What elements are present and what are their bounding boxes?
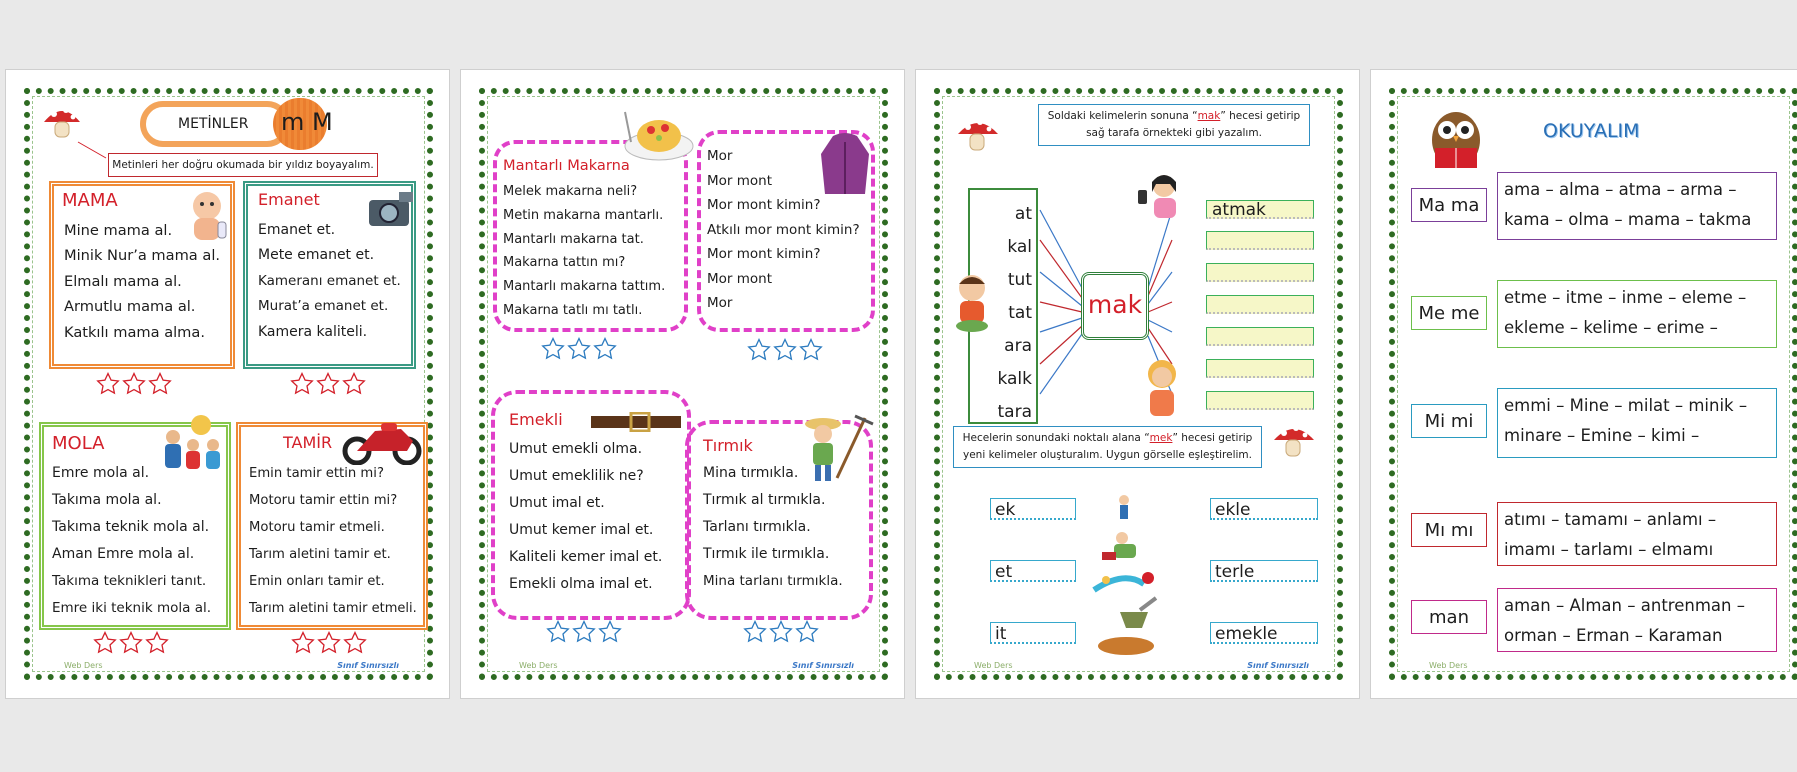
word: tut [1007,270,1032,290]
text-line: Emekli olma imal et. [509,576,653,592]
star-icon[interactable] [291,631,315,655]
word-box: emmi – Mine – milat – minik – minare – Emine – kimi – [1497,388,1777,458]
star-icon[interactable] [598,620,622,644]
star-icon[interactable] [593,337,617,361]
text-line: Mor mont [707,270,773,287]
syllable-label: Me me [1411,296,1487,330]
word-box: aman – Alman – antrenman – orman – Erman – Karaman [1497,588,1777,652]
pasta-plate-icon [621,106,695,164]
star-icon[interactable] [122,372,146,396]
letter-mark: m M [281,108,333,136]
kid-running-icon [1119,495,1129,519]
star-icon[interactable] [747,338,771,362]
text-line: Melek makarna neli? [503,184,638,199]
text-lines [503,180,665,323]
syllable-label: Ma ma [1411,188,1487,222]
text-line: Makarna tattın mı? [503,255,626,271]
star-icon[interactable] [316,372,340,396]
text-title: Mantarlı Makarna [503,157,630,174]
answer-line[interactable] [1206,263,1314,282]
text-line: Armutlu mama al. [64,298,196,316]
motorcycle-icon [341,415,425,465]
page-title: METİNLER [178,116,249,132]
farmer-rake-icon [793,412,875,484]
text-line: Tarım aletini tamir et. [249,547,391,562]
rating-stars[interactable] [546,620,622,644]
star-icon[interactable] [795,620,819,644]
word-list [997,198,1032,429]
rating-stars[interactable] [96,372,172,396]
rating-stars[interactable] [743,620,819,644]
syllable-blank[interactable]: ek [990,498,1076,520]
word: tara [997,402,1032,422]
mushroom-icon [1272,420,1316,460]
footer-signature: Sınıf Sınırsızlı [1247,661,1309,670]
footer-brand: Web Ders [974,661,1013,670]
answer-line[interactable] [1206,327,1314,346]
word: at [1014,204,1032,224]
text-line: Emin onları tamir et. [249,574,385,589]
text-box-mola [39,422,231,630]
text-box-tirmik [685,420,873,620]
bread-icon [1098,637,1154,655]
star-icon[interactable] [799,338,823,362]
star-icon[interactable] [96,372,120,396]
answer-line[interactable] [1206,231,1314,250]
rating-stars[interactable] [541,337,617,361]
text-line: Tarlanı tırmıkla. [703,519,811,535]
text-line: Takıma teknik mola al. [52,519,210,535]
star-icon[interactable] [343,631,367,655]
syllable-label: Mi mi [1411,404,1487,438]
text-line: Metin makarna mantarlı. [503,207,664,223]
text-line: Elmalı mama al. [64,272,182,290]
answer-line[interactable] [1206,295,1314,314]
star-icon[interactable] [145,631,169,655]
word-box: ama – alma – atma – arma – kama – olma – mama – takma [1497,172,1777,240]
star-icon[interactable] [773,338,797,362]
text-box-makarna [493,140,688,332]
worksheet-page-3 [915,69,1360,699]
star-icon[interactable] [546,620,570,644]
text-line: Murat’a emanet et. [258,298,389,315]
text-line: Mantarlı makarna tattım. [503,279,666,295]
text-line: Kameranı emanet et. [258,272,401,289]
text-box-tamir [236,422,428,630]
rating-stars[interactable] [747,338,823,362]
page-title: OKUYALIM [1543,120,1640,142]
text-title: TAMİR [283,433,333,452]
star-icon[interactable] [541,337,565,361]
word: tat [1008,303,1032,323]
text-line: Emre mola al. [52,465,150,481]
syllable-blank[interactable]: et [990,560,1076,582]
text-line: Aman Emre mola al. [52,546,195,562]
kids-team-icon [159,413,231,475]
text-line: Mine mama al. [64,222,173,239]
instruction-text: Hecelerin sonundaki noktalı alana “ [962,432,1150,444]
text-box-emanet [243,181,416,369]
camera-icon [363,186,419,232]
text-line: Kaliteli kemer imal et. [509,549,663,565]
text-line: Mina tarlanı tırmıkla. [703,573,843,589]
worksheet-page-4 [1370,69,1797,699]
text-line: Katkılı mama alma. [64,323,205,341]
girl-thinking-icon [1138,354,1184,424]
rating-stars[interactable] [291,631,367,655]
text-title: Emekli [509,410,563,429]
text-line: Motoru tamir etmeli. [249,520,385,535]
text-line: Mor mont [707,172,773,189]
instruction: Metinleri her doğru okumada bir yıldız boyayalım. [108,153,378,177]
word-line: emekle [1210,622,1318,644]
text-lines [509,436,662,598]
text-line: Mor mont kimin? [707,246,821,262]
matching-pictures [1084,480,1170,656]
instruction-text: ” hecesi getirip yeni kelimeler oluşturalım. Uygun görselle eşleştirelim. [963,432,1253,461]
text-line: Mor [707,148,733,164]
text-line: Umut emeklilik ne? [509,468,644,484]
word-box: etme – itme – inme – eleme – ekleme – kelime – erime – [1497,280,1777,348]
instruction-text: ” hecesi getirip sağ tarafa örnekteki gibi yazalım. [1086,110,1301,139]
star-icon[interactable] [119,631,143,655]
example-answer: atmak [1212,200,1266,220]
text-title: Tırmık [703,436,753,455]
text-line: Atkılı mor mont kimin? [707,221,860,238]
star-icon[interactable] [342,372,366,396]
star-icon[interactable] [567,337,591,361]
word: kal [1007,237,1032,257]
kids-playing-icon [1102,532,1136,560]
text-title: Emanet [258,190,320,209]
syllable-label: man [1411,600,1487,634]
answer-line[interactable] [1206,391,1314,410]
text-box-mor [697,130,875,332]
text-line: Emre iki teknik mola al. [52,600,212,616]
text-title: MAMA [62,190,118,211]
word-line: ekle [1210,498,1318,520]
footer-signature: Sınıf Sınırsızlı [792,661,854,670]
text-title: MOLA [52,433,105,454]
worksheet-page-2 [460,69,905,699]
owl-reading-icon [1421,106,1491,172]
star-icon[interactable] [572,620,596,644]
syllable-highlight: mak [1197,110,1221,122]
star-icon[interactable] [290,372,314,396]
text-box-emekli [491,390,691,620]
text-line: Mor mont kimin? [707,197,821,213]
word: kalk [997,369,1032,389]
star-icon[interactable] [769,620,793,644]
boy-eating-icon [948,270,996,336]
text-line: Mantarlı makarna tat. [503,231,644,247]
kids-sliding-icon [1094,572,1154,590]
instruction-bottom [953,426,1262,468]
word: ara [1004,336,1032,356]
footer-signature: Sınıf Sınırsızlı [337,661,399,670]
footer-brand: Web Ders [64,661,103,670]
text-line: Mete emanet et. [258,247,375,264]
text-line: Makarna tatlı mı tatlı. [503,302,643,318]
word-box: atımı – tamamı – anlamı – imamı – tarlamı – elmamı [1497,502,1777,566]
text-box-mama [49,181,235,369]
text-line: Emin tamir ettin mi? [249,466,384,481]
mortar-icon [1120,598,1156,628]
text-line: Tarım aletini tamir etmeli. [249,601,417,616]
word-line: terle [1210,560,1318,582]
text-lines [258,218,401,345]
syllable-label: Mı mı [1411,513,1487,547]
mushroom-icon [40,100,84,144]
star-icon[interactable] [93,631,117,655]
instruction-top [1038,104,1310,146]
text-line: Minik Nur’a mama al. [64,247,221,265]
star-icon[interactable] [743,620,767,644]
text-line: Mor [707,295,733,311]
text-line: Mina tırmıkla. [703,465,799,481]
girl-phone-icon [1134,170,1184,224]
instruction-text: Soldaki kelimelerin sonuna “ [1047,110,1198,122]
text-lines [249,460,417,622]
text-line: Umut kemer imal et. [509,522,654,538]
footer-brand: Web Ders [1429,661,1468,670]
mushroom-icon [956,114,1000,154]
text-line: Motoru tamir ettin mi? [249,493,398,508]
answer-line[interactable] [1206,359,1314,378]
belt-icon [591,412,681,432]
text-line: Tırmık al tırmıkla. [703,492,826,508]
syllable-blank[interactable]: it [990,622,1076,644]
text-line: Emanet et. [258,222,336,238]
star-icon[interactable] [148,372,172,396]
rating-stars[interactable] [290,372,366,396]
text-line: Takıma teknikleri tanıt. [52,573,207,589]
purple-coat-icon [819,132,871,196]
star-icon[interactable] [317,631,341,655]
text-lines [52,460,211,622]
worksheet-page-1 [5,69,450,699]
footer-brand: Web Ders [519,661,558,670]
baby-icon [182,188,232,244]
text-line: Tırmık ile tırmıkla. [703,546,830,562]
text-line: Umut emekli olma. [509,441,643,457]
text-line: Takıma mola al. [52,492,162,508]
syllable-highlight: mek [1149,432,1173,444]
text-line: Kamera kaliteli. [258,323,368,340]
rating-stars[interactable] [93,631,169,655]
text-line: Umut imal et. [509,495,605,511]
center-syllable: mak [1087,290,1143,319]
